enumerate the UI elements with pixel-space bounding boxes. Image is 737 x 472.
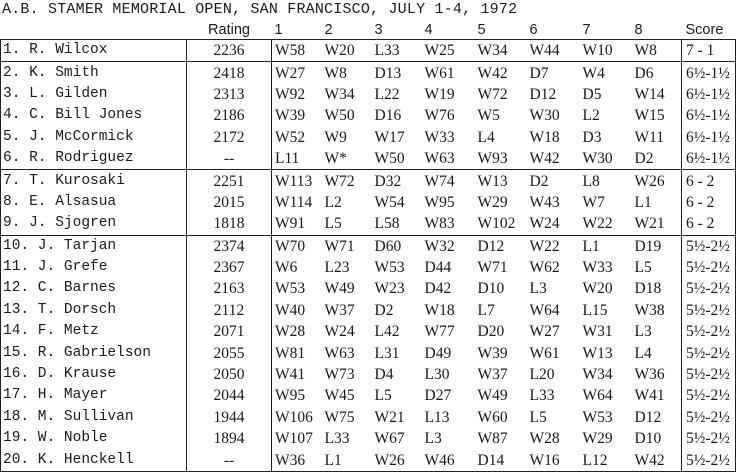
round-6-result: D7 [529, 64, 549, 82]
player-rating: 2071 [187, 321, 272, 342]
round-7-result: W53 [582, 408, 613, 426]
player-rating: 2374 [187, 235, 272, 257]
round-4-result: L3 [424, 430, 442, 448]
round-5-result: D10 [477, 280, 505, 298]
player-score: 5½-2½ [682, 342, 736, 363]
table-row [1, 105, 736, 126]
round-6-result: W16 [527, 449, 580, 471]
round-2-result: W73 [324, 366, 355, 384]
round-2-result: W37 [324, 301, 355, 319]
table-row [1, 235, 736, 257]
player-rating: 2015 [187, 192, 272, 213]
player-score: 6½-1½ [682, 62, 736, 84]
document-title: A.B. STAMER MEMORIAL OPEN, SAN FRANCISCO, JULY 1-4, 1972 [2, 1, 518, 18]
player-score: 6½-1½ [682, 84, 736, 105]
round-3-result: D16 [374, 107, 402, 125]
round-2-result: W8 [324, 64, 347, 82]
player-score: 5½-2½ [682, 449, 736, 471]
player-rating: 2044 [187, 385, 272, 406]
round-2-result: W71 [324, 237, 355, 255]
round-4-result: W32 [424, 237, 455, 255]
round-2-result: W20 [322, 40, 372, 62]
player-rating: 2055 [187, 342, 272, 363]
player-score: 6½-1½ [682, 148, 736, 170]
player-name: 7. T. Kurosaki [1, 170, 187, 192]
round-3-result: L58 [372, 213, 422, 235]
round-2-result: W9 [324, 128, 347, 146]
round-8-result: W26 [634, 172, 665, 190]
player-score: 5½-2½ [682, 364, 736, 385]
round-5-result: W72 [477, 85, 508, 103]
round-1-result: W70 [275, 237, 306, 255]
round-6-result: W30 [529, 107, 560, 125]
round-4-result: D49 [424, 344, 452, 362]
player-rating: 2251 [187, 170, 272, 192]
player-rating: 2418 [187, 62, 272, 84]
round-7-result: L8 [582, 172, 600, 190]
table-row [1, 84, 736, 105]
round-7-result: W31 [582, 323, 613, 341]
player-rating: 2236 [187, 40, 272, 62]
player-score: 5½-2½ [682, 235, 736, 257]
round-8-result: D2 [632, 148, 682, 170]
player-rating: 1944 [187, 407, 272, 428]
table-row [1, 342, 736, 363]
round-6-result: W18 [529, 128, 560, 146]
player-name: 8. E. Alsasua [1, 192, 187, 213]
round-3-result: W21 [374, 408, 405, 426]
round-1-result: W114 [275, 193, 313, 211]
round-7-result: W64 [582, 387, 613, 405]
round-3-result: L5 [374, 387, 392, 405]
round-3-result: W26 [372, 449, 422, 471]
round-7-result: L1 [582, 237, 600, 255]
player-name: 17. H. Mayer [1, 385, 187, 406]
round-8-result: D6 [634, 64, 654, 82]
round-3-result: D60 [374, 237, 402, 255]
header-row [1, 22, 736, 40]
round-6-result: L33 [529, 387, 555, 405]
round-6-result: W42 [527, 148, 580, 170]
player-score: 6 - 2 [682, 170, 736, 192]
table-row [1, 127, 736, 148]
round-4-result: W33 [424, 128, 455, 146]
round-3-result: L42 [374, 323, 400, 341]
round-8-result: W21 [632, 213, 682, 235]
round-1-result: W113 [275, 172, 313, 190]
table-row [1, 62, 736, 84]
round-4-result: W46 [422, 449, 475, 471]
round-4-result: W18 [424, 301, 455, 319]
round-1-result: W95 [275, 387, 306, 405]
round-6-result: D12 [529, 85, 557, 103]
round-4-result: W61 [424, 64, 455, 82]
round-2-result: W63 [324, 344, 355, 362]
round-6-result: W44 [527, 40, 580, 62]
round-3-result: W53 [374, 259, 405, 277]
round-1-result: W92 [275, 85, 306, 103]
player-name: 9. J. Sjogren [1, 213, 187, 235]
player-score: 6½-1½ [682, 105, 736, 126]
round-1-result: W39 [275, 107, 306, 125]
round-1-result: W36 [272, 449, 322, 471]
round-8-result: W8 [632, 40, 682, 62]
round-4-result: W83 [422, 213, 475, 235]
round-3-result: W54 [374, 193, 405, 211]
round-3-result: L33 [372, 40, 422, 62]
header-score: Score [682, 22, 736, 40]
round-1-result: W53 [275, 280, 306, 298]
round-5-result: W71 [477, 259, 508, 277]
round-8-result: W41 [634, 387, 665, 405]
table-row [1, 300, 736, 321]
table-row [1, 170, 736, 192]
round-5-result: W60 [477, 408, 508, 426]
round-5-result: W13 [477, 172, 508, 190]
round-4-result: W76 [424, 107, 455, 125]
table-row [1, 449, 736, 471]
round-2-result: W49 [324, 280, 355, 298]
header-rating: Rating [187, 22, 272, 40]
round-6-result: W27 [529, 323, 560, 341]
player-name: 11. J. Grefe [1, 257, 187, 278]
player-name: 12. C. Barnes [1, 278, 187, 299]
standings-table [0, 22, 736, 472]
round-2-result: L33 [324, 430, 350, 448]
player-rating: -- [187, 449, 272, 471]
round-7-result: W29 [582, 430, 613, 448]
round-6-result: L20 [529, 366, 555, 384]
player-rating: 1818 [187, 213, 272, 235]
player-score: 5½-2½ [682, 257, 736, 278]
player-score: 6 - 2 [682, 192, 736, 213]
round-8-result: L4 [634, 344, 652, 362]
player-score: 5½-2½ [682, 321, 736, 342]
round-1-result: W107 [275, 430, 313, 448]
round-7-result: W13 [582, 344, 613, 362]
round-4-result: W19 [424, 85, 455, 103]
player-name: 6. R. Rodriguez [1, 148, 187, 170]
player-score: 5½-2½ [682, 300, 736, 321]
round-5-result: L7 [477, 301, 495, 319]
player-name: 10. J. Tarjan [1, 235, 187, 257]
round-8-result: W36 [634, 366, 665, 384]
standings-body [1, 40, 736, 472]
round-6-result: L5 [529, 408, 547, 426]
player-name: 3. L. Gilden [1, 84, 187, 105]
round-7-result: L12 [580, 449, 632, 471]
player-name: 14. F. Metz [1, 321, 187, 342]
round-1-result: W52 [275, 128, 306, 146]
player-rating: 2367 [187, 257, 272, 278]
round-7-result: D3 [582, 128, 602, 146]
round-5-result: W93 [475, 148, 527, 170]
round-5-result: W5 [477, 107, 500, 125]
round-8-result: D10 [634, 430, 662, 448]
table-row [1, 40, 736, 62]
player-rating: 1894 [187, 428, 272, 449]
round-7-result: D5 [582, 85, 602, 103]
round-3-result: D4 [374, 366, 394, 384]
header-round-8: 8 [632, 22, 682, 40]
player-name: 4. C. Bill Jones [1, 105, 187, 126]
round-5-result: D12 [477, 237, 505, 255]
round-4-result: D27 [424, 387, 452, 405]
round-1-result: W40 [275, 301, 306, 319]
round-3-result: W50 [372, 148, 422, 170]
round-3-result: D2 [374, 301, 394, 319]
player-name: 13. T. Dorsch [1, 300, 187, 321]
round-5-result: W42 [477, 64, 508, 82]
round-3-result: L22 [374, 85, 400, 103]
round-7-result: W30 [580, 148, 632, 170]
round-5-result: W34 [475, 40, 527, 62]
round-6-result: W64 [529, 301, 560, 319]
table-row [1, 364, 736, 385]
table-row [1, 385, 736, 406]
round-1-result: W106 [275, 408, 313, 426]
table-row [1, 321, 736, 342]
header-round-1: 1 [272, 22, 322, 40]
round-3-result: W23 [374, 280, 405, 298]
round-2-result: W75 [324, 408, 355, 426]
round-8-result: L1 [634, 193, 652, 211]
player-name: 16. D. Krause [1, 364, 187, 385]
round-7-result: W10 [580, 40, 632, 62]
table-row [1, 257, 736, 278]
player-name: 19. W. Noble [1, 428, 187, 449]
round-1-result: W81 [275, 344, 306, 362]
header-round-7: 7 [580, 22, 632, 40]
table-row [1, 407, 736, 428]
player-name: 5. J. McCormick [1, 127, 187, 148]
round-7-result: W20 [582, 280, 613, 298]
round-1-result: W41 [275, 366, 306, 384]
round-7-result: L2 [582, 107, 600, 125]
round-8-result: D12 [634, 408, 662, 426]
round-8-result: W42 [632, 449, 682, 471]
round-1-result: W28 [275, 323, 306, 341]
player-name: 2. K. Smith [1, 62, 187, 84]
header-name [1, 22, 187, 40]
round-8-result: W38 [634, 301, 665, 319]
round-1-result: W6 [275, 259, 298, 277]
round-5-result: W29 [477, 193, 508, 211]
round-4-result: W95 [424, 193, 455, 211]
round-1-result: L11 [272, 148, 322, 170]
player-score: 5½-2½ [682, 407, 736, 428]
round-7-result: W33 [582, 259, 613, 277]
header-round-2: 2 [322, 22, 372, 40]
round-2-result: W* [322, 148, 372, 170]
round-8-result: W15 [634, 107, 665, 125]
table-row [1, 192, 736, 213]
round-6-result: W24 [527, 213, 580, 235]
round-8-result: D18 [634, 280, 662, 298]
round-4-result: W63 [422, 148, 475, 170]
round-4-result: L30 [424, 366, 450, 384]
round-4-result: L13 [424, 408, 450, 426]
round-5-result: L4 [477, 128, 495, 146]
round-3-result: W17 [374, 128, 405, 146]
player-score: 6 - 2 [682, 213, 736, 235]
round-2-result: W24 [324, 323, 355, 341]
player-rating: 2050 [187, 364, 272, 385]
round-8-result: W11 [634, 128, 665, 146]
round-7-result: W22 [580, 213, 632, 235]
round-7-result: W34 [582, 366, 613, 384]
round-5-result: D20 [477, 323, 505, 341]
table-row [1, 278, 736, 299]
table-row [1, 428, 736, 449]
round-4-result: W74 [424, 172, 455, 190]
round-5-result: W102 [475, 213, 527, 235]
player-name: 15. R. Gabrielson [1, 342, 187, 363]
header-round-5: 5 [475, 22, 527, 40]
round-4-result: W77 [424, 323, 455, 341]
round-1-result: W27 [275, 64, 306, 82]
table-row [1, 148, 736, 170]
player-name: 1. R. Wilcox [1, 40, 187, 62]
round-6-result: W28 [529, 430, 560, 448]
table-row [1, 213, 736, 235]
player-score: 7 - 1 [682, 40, 736, 62]
player-score: 5½-2½ [682, 385, 736, 406]
round-6-result: D2 [529, 172, 549, 190]
round-6-result: W62 [529, 259, 560, 277]
player-rating: 2313 [187, 84, 272, 105]
round-5-result: W37 [477, 366, 508, 384]
round-5-result: W49 [477, 387, 508, 405]
player-score: 5½-2½ [682, 278, 736, 299]
round-4-result: D44 [424, 259, 452, 277]
round-2-result: L23 [324, 259, 350, 277]
player-rating: 2163 [187, 278, 272, 299]
round-5-result: W87 [477, 430, 508, 448]
round-2-result: W72 [324, 172, 355, 190]
round-2-result: L2 [324, 193, 342, 211]
player-score: 5½-2½ [682, 428, 736, 449]
round-3-result: D13 [374, 64, 402, 82]
round-2-result: W50 [324, 107, 355, 125]
player-rating: 2186 [187, 105, 272, 126]
player-score: 6½-1½ [682, 127, 736, 148]
round-4-result: D42 [424, 280, 452, 298]
player-name: 20. K. Henckell [1, 449, 187, 471]
round-7-result: W7 [582, 193, 605, 211]
header-round-6: 6 [527, 22, 580, 40]
round-2-result: W34 [324, 85, 355, 103]
round-3-result: D32 [374, 172, 402, 190]
round-1-result: W58 [272, 40, 322, 62]
round-2-result: W45 [324, 387, 355, 405]
player-rating: 2112 [187, 300, 272, 321]
round-6-result: W61 [529, 344, 560, 362]
round-1-result: W91 [272, 213, 322, 235]
round-6-result: W22 [529, 237, 560, 255]
round-2-result: L5 [322, 213, 372, 235]
round-3-result: W67 [374, 430, 405, 448]
round-3-result: L31 [374, 344, 400, 362]
player-name: 18. M. Sullivan [1, 407, 187, 428]
round-4-result: W25 [422, 40, 475, 62]
player-rating: -- [187, 148, 272, 170]
round-7-result: W4 [582, 64, 605, 82]
round-8-result: W14 [634, 85, 665, 103]
round-6-result: L3 [529, 280, 547, 298]
round-8-result: L3 [634, 323, 652, 341]
round-6-result: W43 [529, 193, 560, 211]
header-round-4: 4 [422, 22, 475, 40]
round-5-result: D14 [475, 449, 527, 471]
header-round-3: 3 [372, 22, 422, 40]
round-5-result: W39 [477, 344, 508, 362]
round-8-result: L5 [634, 259, 652, 277]
round-2-result: L1 [322, 449, 372, 471]
round-8-result: D19 [634, 237, 662, 255]
player-rating: 2172 [187, 127, 272, 148]
round-7-result: L15 [582, 301, 608, 319]
